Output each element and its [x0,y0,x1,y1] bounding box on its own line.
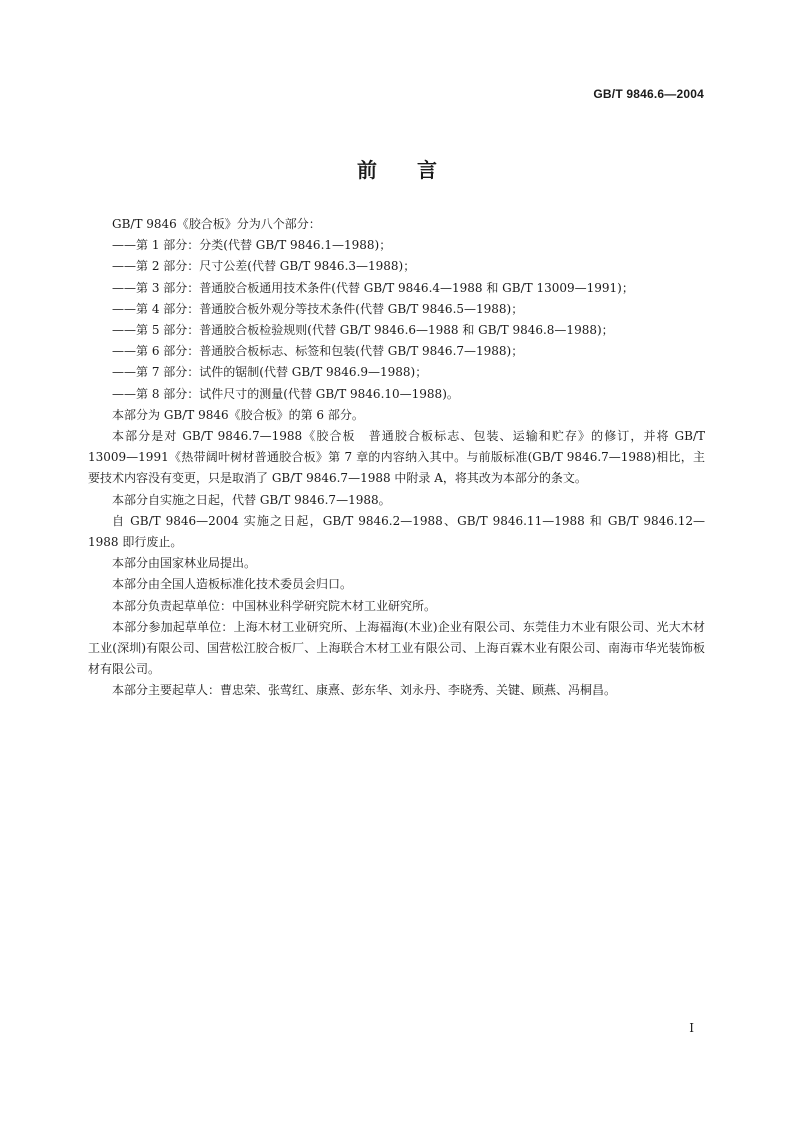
foreword-body [88,214,705,702]
page-title [0,154,794,183]
part-list-item: ——第 7 部分：试件的锯制(代替 GB/T 9846.9—1988)； [112,365,428,380]
part-list-item: ——第 2 部分：尺寸公差(代替 GB/T 9846.3—1988)； [112,259,416,274]
part-list-item: ——第 6 部分：普通胶合板标志、标签和包装(代替 GB/T 9846.7—1988)； [112,344,524,359]
paragraph: 本部分由全国人造板标准化技术委员会归口。 [112,577,353,592]
paragraph: 本部分为 GB/T 9846《胶合板》的第 6 部分。 [112,407,364,422]
paragraph: 本部分是对 GB/T 9846.7—1988《胶合板 普通胶合板标志、包装、运输和贮存》的修订，并将 GB/T 13009—1991《热带阔叶树材普通胶合板》第 7 章的内容纳入其中。与前版标准(GB/T 9846.7—1988)相比，主要技术内容没有变更，只是取消了 GB/T 9846.7—1988 中附录 A，将其改为本部分的条文。 [88,429,705,486]
paragraph: 本部分由国家林业局提出。 [112,556,257,571]
paragraph: 本部分负责起草单位：中国林业科学研究院木材工业研究所。 [112,598,437,613]
intro-paragraph: GB/T 9846《胶合板》分为八个部分： [112,217,321,231]
paragraph: 本部分自实施之日起，代替 GB/T 9846.7—1988。 [112,492,391,507]
page-number: I [689,1021,694,1035]
part-list-item: ——第 4 部分：普通胶合板外观分等技术条件(代替 GB/T 9846.5—1988)； [112,301,524,316]
title-char-1: 前 [357,158,377,182]
part-list-item: ——第 1 部分：分类(代替 GB/T 9846.1—1988)； [112,238,392,253]
paragraph: 本部分主要起草人：曹忠荣、张莺红、康熹、彭东华、刘永丹、李晓秀、关键、顾燕、冯桐昌。 [112,683,617,698]
part-list-item: ——第 5 部分：普通胶合板检验规则(代替 GB/T 9846.6—1988 和 GB/T 9846.8—1988)； [112,323,614,338]
part-list-item: ——第 8 部分：试件尺寸的测量(代替 GB/T 9846.10—1988)。 [112,386,459,401]
paragraph: 自 GB/T 9846—2004 实施之日起，GB/T 9846.2—1988、GB/T 9846.11—1988 和 GB/T 9846.12—1988 即行废止。 [88,513,705,550]
part-list-item: ——第 3 部分：普通胶合板通用技术条件(代替 GB/T 9846.4—1988 和 GB/T 13009—1991)； [112,280,634,295]
paragraph: 本部分参加起草单位：上海木材工业研究所、上海福海(木业)企业有限公司、东莞佳力木业有限公司、光大木材工业(深圳)有限公司、国营松江胶合板厂、上海联合木材工业有限公司、上海百霖木业有限公司、南海市华光装饰板材有限公司。 [88,619,705,677]
standard-number: GB/T 9846.6—2004 [593,87,704,101]
title-char-2: 言 [417,158,437,182]
